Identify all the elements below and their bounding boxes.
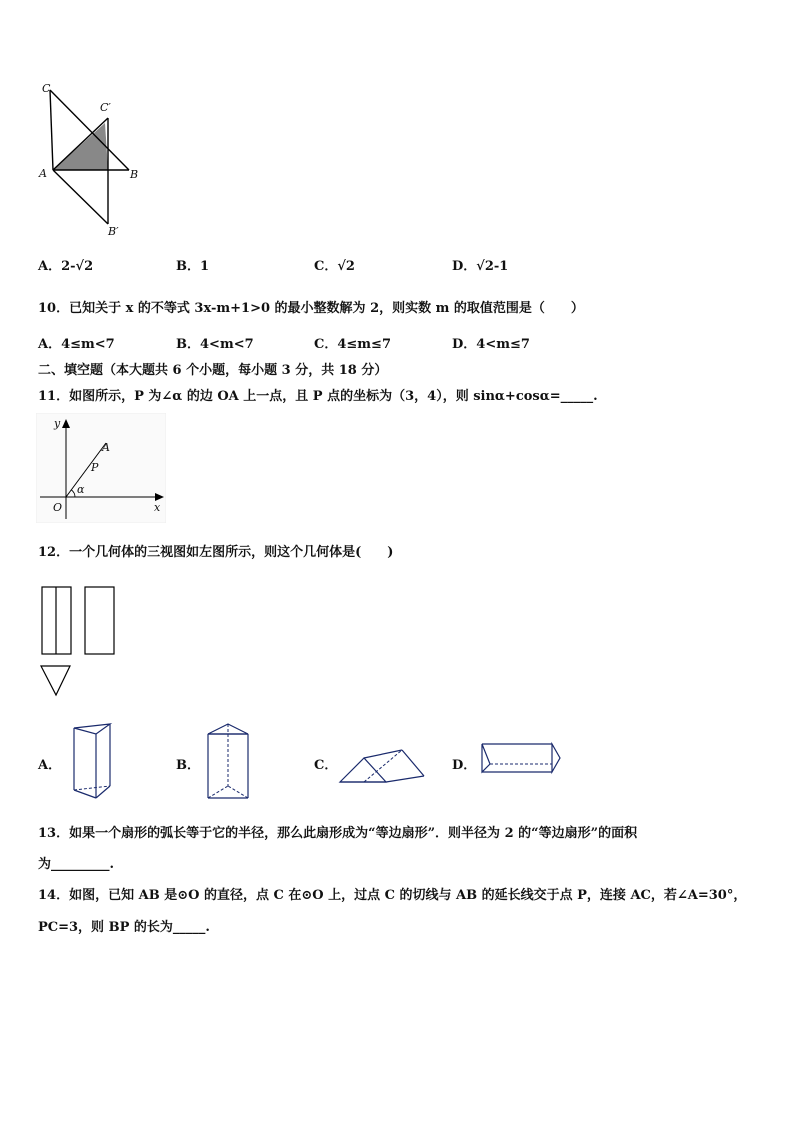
q12-option-d-figure [476,740,562,776]
question-14-text-line1: 14．如图，已知 AB 是⊙O 的直径，点 C 在⊙O 上，过点 C 的切线与 AB 的延长线交于点 P，连接 AC，若∠A=30°， [38,888,747,903]
label-a: A [39,167,47,180]
q12-option-a-label: A． [38,758,62,773]
q12-option-c-label: C． [314,758,338,773]
q10-option-a: A．4≤m<7 [38,337,115,352]
q9-option-c: C．√2 [314,259,355,274]
question-9-figure [36,78,146,238]
q10-option-b: B．4<m<7 [176,337,254,352]
label-x: x [154,501,161,514]
label-alpha: α [77,483,85,496]
label-y: y [54,417,61,430]
q12-option-c-figure [336,742,430,786]
segment-ab-prime [53,170,108,224]
label-c-prime: C′ [100,101,111,114]
question-14-text-line2: PC=3，则 BP 的长为_____. [38,920,210,935]
q9-option-a: A．2-√2 [38,259,94,274]
label-b-prime: B′ [108,225,119,238]
question-11-text: 11．如图所示，P 为∠α 的边 OA 上一点，且 P 点的坐标为（3，4），则 sinα+cosα=_____. [38,389,598,404]
question-12-text: 12．一个几何体的三视图如左图所示，则这个几何体是( ) [38,545,394,560]
label-a: A [102,441,110,454]
label-o: O [53,501,63,514]
q12-option-d-label: D． [452,758,477,773]
q12-option-b-label: B． [176,758,200,773]
three-views-figure [36,583,126,703]
q10-option-c: C．4≤m≤7 [314,337,391,352]
q9-option-b: B．1 [176,259,210,274]
segment-ac [50,90,53,170]
side-view [85,587,114,654]
question-10-text: 10．已知关于 x 的不等式 3x-m+1>0 的最小整数解为 2，则实数 m 的取值范围是（ ） [38,301,584,316]
q9-option-d: D．√2-1 [452,259,509,274]
question-11-figure [36,413,166,523]
label-c: C [42,82,51,95]
q12-option-a-figure [66,720,122,804]
label-p: P [91,461,99,474]
section-heading: 二、填空题（本大题共 6 个小题，每小题 3 分，共 18 分） [38,363,388,378]
question-13-text-line2: 为_________. [38,857,115,872]
top-view [41,666,70,695]
q12-option-b-figure [202,720,254,804]
label-b: B [130,168,139,181]
q10-option-d: D．4<m≤7 [452,337,530,352]
question-13-text-line1: 13．如果一个扇形的弧长等于它的半径，那么此扇形成为“等边扇形”．则半径为 2 的“等边扇形”的面积 [38,826,638,841]
